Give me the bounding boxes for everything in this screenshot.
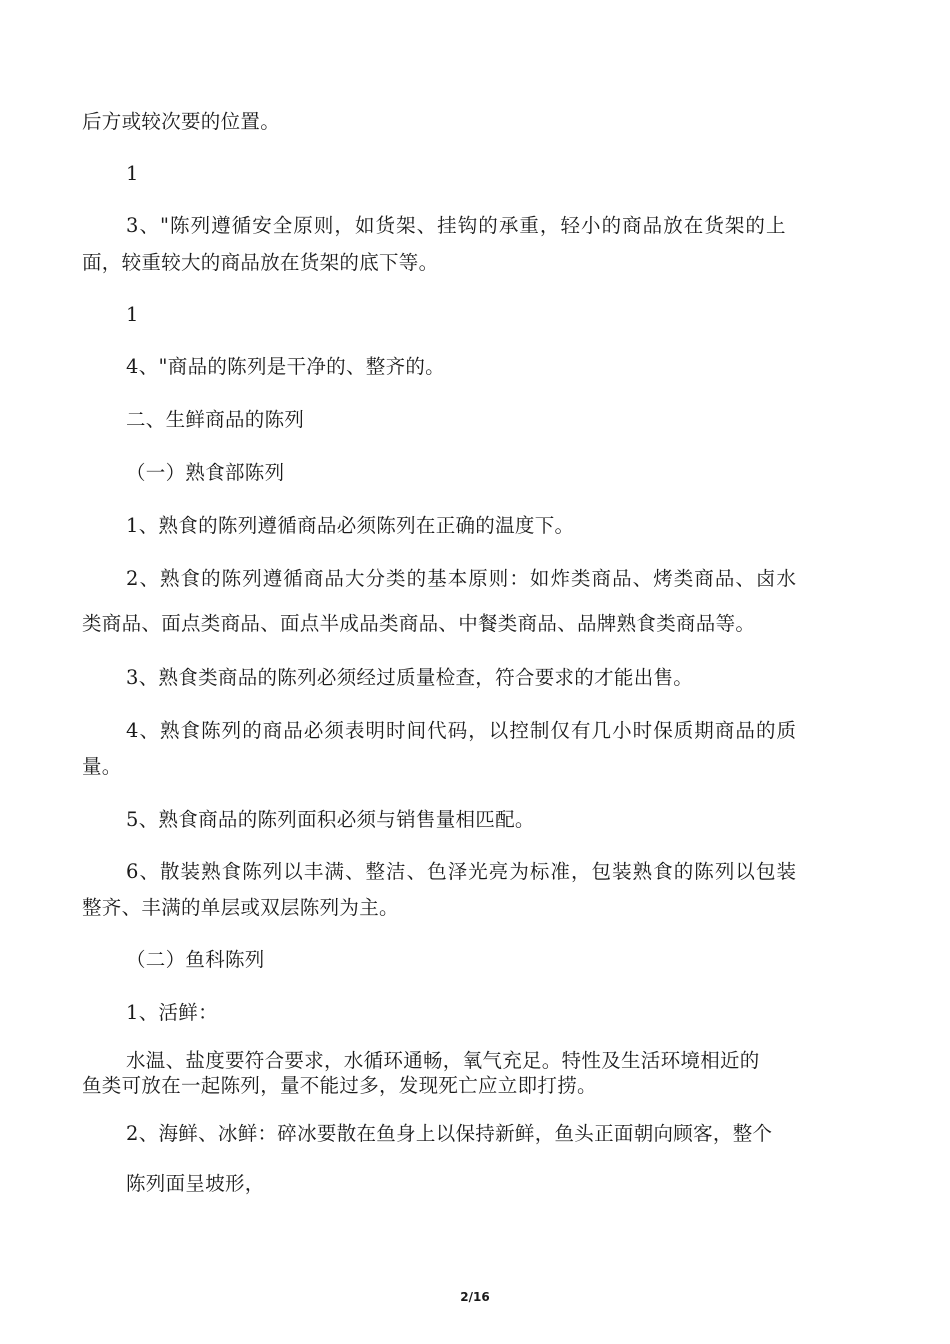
text-line: 水温、盐度要符合要求，水循环通畅，氧气充足。特性及生活环境相近的 <box>126 1049 760 1072</box>
text-line: 5、熟食商品的陈列面积必须与销售量相匹配。 <box>126 808 535 831</box>
text-line: 2、海鲜、冰鲜：碎冰要散在鱼身上以保持新鲜，鱼头正面朝向顾客，整个 <box>126 1122 773 1145</box>
text-line: 鱼类可放在一起陈列，量不能过多，发现死亡应立即打捞。 <box>82 1074 597 1097</box>
text-line: 3、"陈列遵循安全原则，如货架、挂钩的承重，轻小的商品放在货架的上 <box>126 214 787 237</box>
subsection-heading: （一）熟食部陈列 <box>126 461 285 484</box>
text-line: 后方或较次要的位置。 <box>82 110 281 133</box>
text-line: 1 <box>126 303 139 326</box>
text-line: 2、熟食的陈列遵循商品大分类的基本原则：如炸类商品、烤类商品、卤水 <box>126 567 798 590</box>
section-heading: 二、生鲜商品的陈列 <box>126 408 305 431</box>
text-line: 面，较重较大的商品放在货架的底下等。 <box>82 251 439 274</box>
text-line: 3、熟食类商品的陈列必须经过质量检查，符合要求的才能出售。 <box>126 666 694 689</box>
text-line: 类商品、面点类商品、面点半成品类商品、中餐类商品、品牌熟食类商品等。 <box>82 612 756 635</box>
text-line: 6、散装熟食陈列以丰满、整洁、色泽光亮为标准，包装熟食的陈列以包装 <box>126 860 798 883</box>
text-line: 1、熟食的陈列遵循商品必须陈列在正确的温度下。 <box>126 514 575 537</box>
subsection-heading: （二）鱼科陈列 <box>126 948 265 971</box>
text-line: 4、"商品的陈列是干净的、整齐的。 <box>126 355 445 378</box>
page-number: 2/16 <box>460 1290 490 1304</box>
text-line: 1、活鲜： <box>126 1001 218 1024</box>
text-line: 1 <box>126 162 139 185</box>
text-line: 4、熟食陈列的商品必须表明时间代码，以控制仅有几小时保质期商品的质 <box>126 719 798 742</box>
text-line: 整齐、丰满的单层或双层陈列为主。 <box>82 896 399 919</box>
text-line: 量。 <box>82 755 122 778</box>
text-line: 陈列面呈坡形， <box>126 1172 265 1195</box>
